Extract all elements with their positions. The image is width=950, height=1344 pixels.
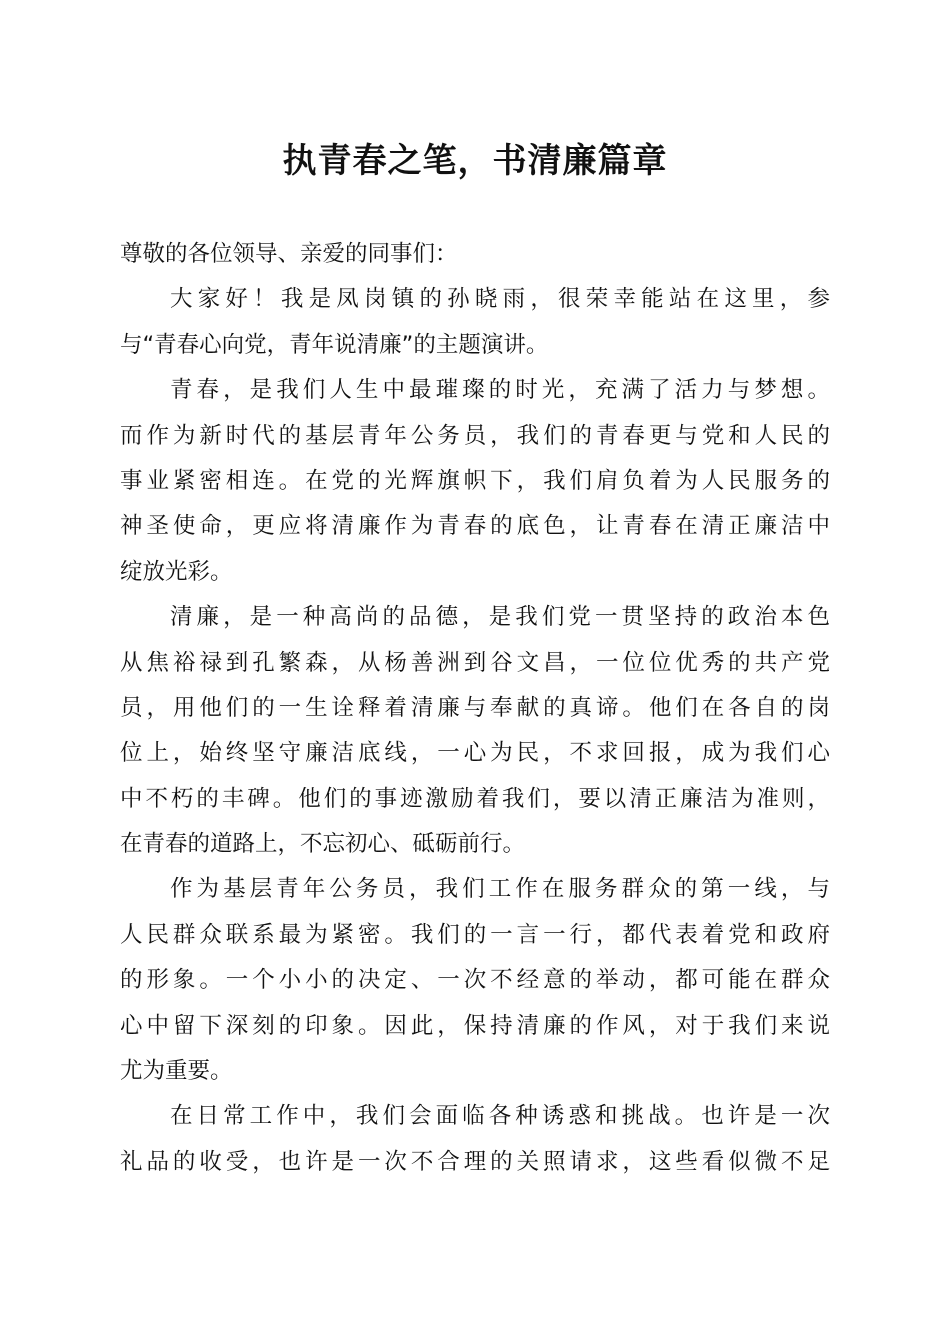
paragraph-2-line-2: 而作为新时代的基层青年公务员，我们的青春更与党和人民的 — [120, 422, 830, 449]
document-body — [120, 232, 830, 1185]
paragraph-3-line-3: 员，用他们的一生诠释着清廉与奉献的真谛。他们在各自的岗 — [120, 694, 830, 721]
paragraph-1-line-2: 与“青春心向党，青年说清廉”的主题演讲。 — [120, 331, 549, 358]
paragraph-5-line-2: 礼品的收受，也许是一次不合理的关照请求，这些看似微不足 — [120, 1148, 830, 1175]
paragraph-3-line-1: 清廉，是一种高尚的品德，是我们党一贯坚持的政治本色 — [170, 604, 830, 631]
paragraph-4-line-1: 作为基层青年公务员，我们工作在服务群众的第一线，与 — [170, 876, 830, 903]
paragraph-3-line-6: 在青春的道路上，不忘初心、砥砺前行。 — [120, 831, 526, 858]
paragraph-4-line-5: 尤为重要。 — [120, 1058, 233, 1085]
paragraph-4-line-4: 心中留下深刻的印象。因此，保持清廉的作风，对于我们来说 — [120, 1012, 830, 1039]
paragraph-2-line-1: 青春，是我们人生中最璀璨的时光，充满了活力与梦想。 — [170, 377, 830, 404]
paragraph-4-line-3: 的形象。一个小小的决定、一次不经意的举动，都可能在群众 — [120, 967, 830, 994]
paragraph-2-line-3: 事业紧密相连。在党的光辉旗帜下，我们肩负着为人民服务的 — [120, 467, 830, 494]
paragraph-2-line-4: 神圣使命，更应将清廉作为青春的底色，让青春在清正廉洁中 — [120, 513, 830, 540]
paragraph-5-line-1: 在日常工作中，我们会面临各种诱惑和挑战。也许是一次 — [170, 1103, 830, 1130]
document-title: 执青春之笔，书清廉篇章 — [282, 141, 668, 181]
paragraph-3-line-5: 中不朽的丰碑。他们的事迹激励着我们，要以清正廉洁为准则， — [120, 785, 830, 812]
paragraph-3-line-2: 从焦裕禄到孔繁森，从杨善洲到谷文昌，一位位优秀的共产党 — [120, 649, 830, 676]
paragraph-4-line-2: 人民群众联系最为紧密。我们的一言一行，都代表着党和政府 — [120, 921, 830, 948]
paragraph-2-line-5: 绽放光彩。 — [120, 558, 233, 585]
salutation: 尊敬的各位领导、亲爱的同事们： — [120, 241, 458, 267]
paragraph-1-line-1: 大家好！我是凤岗镇的孙晓雨，很荣幸能站在这里，参 — [170, 286, 830, 313]
paragraph-3-line-4: 位上，始终坚守廉洁底线，一心为民，不求回报，成为我们心 — [120, 740, 830, 767]
